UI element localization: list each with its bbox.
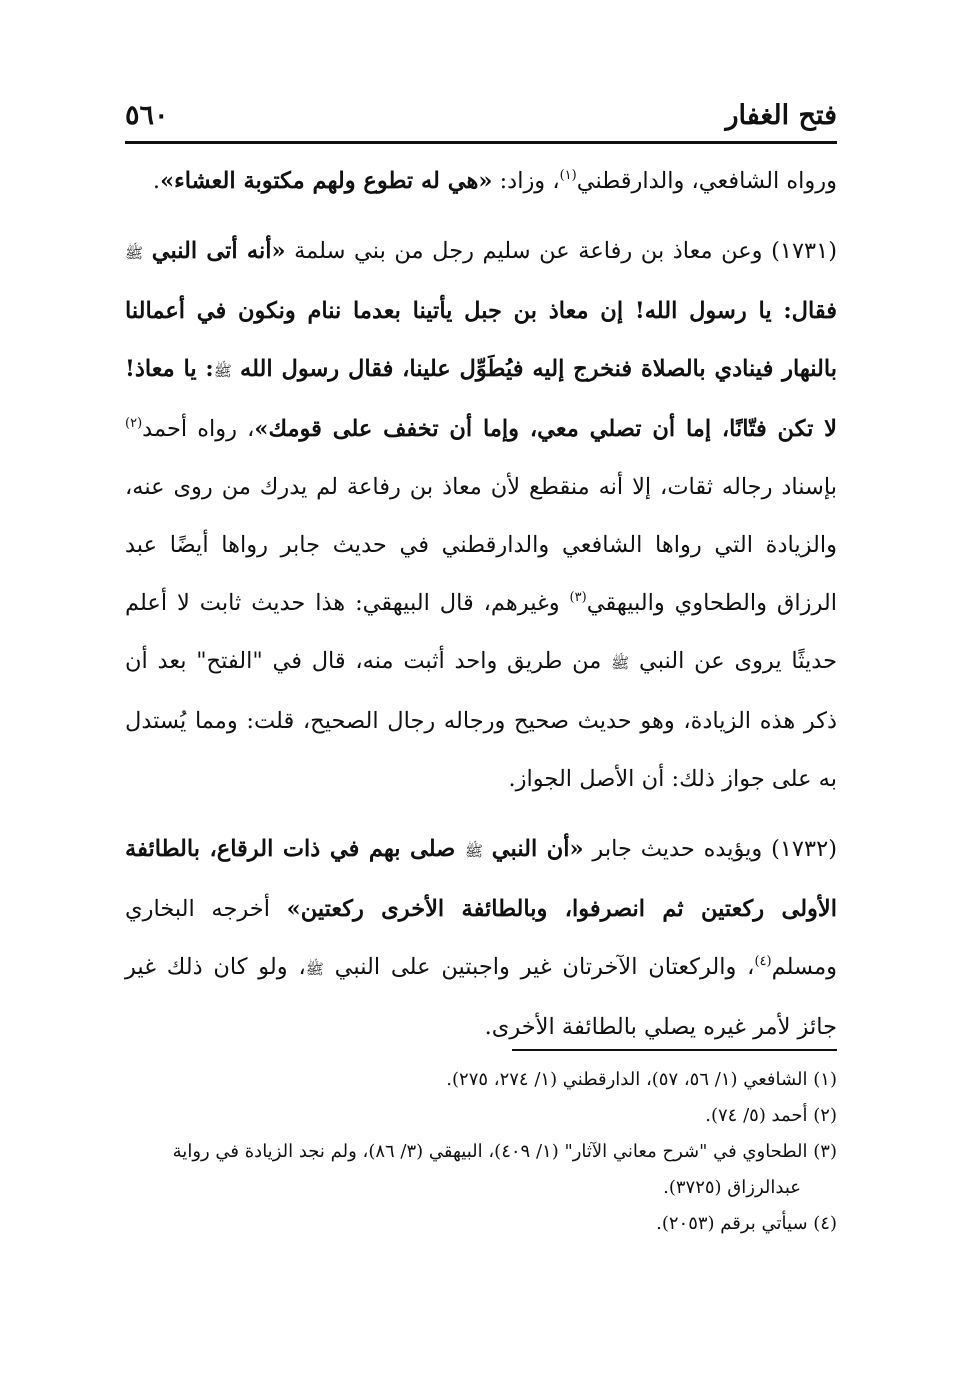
hadith-quote: فقال: يا رسول الله! إن معاذ بن جبل يأتينا بعدما ننام ونكون في أعمالنا بالنهار فينادي بالصلاة فنخرج إليه فيُطَوِّل علينا، فقال رسول الله [125,298,838,382]
text-run: وغيرهم، قال البيهقي: هذا حديث ثابت لا أعلم حديثًا يروى عن النبي [125,590,837,674]
text-run: بإسناد رجاله ثقات، إلا أنه منقطع لأن معاذ بن رفاعة لم يدرك من روى عنه، والزيادة التي رواها الشافعي والدارقطني في حديث جابر رواها أيضًا عبد الرزاق والطحاوي والبيهقي [125,474,837,616]
salutation-glyph: ﷺ [611,654,630,672]
footnote-2: (٢) أحمد (٥/ ٧٤). [705,1105,837,1126]
hadith-quote: «هي له تطوع ولهم مكتوبة العشاء» [160,168,493,194]
hadith-quote: : يا معاذ! لا تكن فتّانًا، إما أن تصلي معي، وإما أن تخفف على قومك» [125,356,837,442]
paragraph-1 [125,152,837,210]
text-run: ، والركعتان الآخرتان غير واجبتين على النبي [334,954,755,980]
footnote-ref-1: (١) [559,168,577,183]
text-run: أخرجه البخاري ومسلم [125,896,838,980]
paragraph-hadith-1731 [125,222,837,808]
text-run: ، رواه أحمد [142,416,255,442]
hadith-quote: «أن النبي [491,836,584,862]
footnote-3-continuation: عبدالرزاق (٣٧٢٥). [663,1177,801,1198]
footnote-ref-4: (٤) [754,954,772,969]
text-run: من طريق واحد أثبت منه، قال في "الفتح" بعد أن ذكر هذه الزيادة، وهو حديث صحيح ورجاله رجال الصحيح، قلت: ومما يُستدل به على جواز ذلك: أن الأصل الجواز. [125,648,837,792]
hadith-quote: صلى بهم في ذات الرقاع، بالطائفة الأولى ركعتين ثم انصرفوا، وبالطائفة الأخرى ركعتين» [125,836,838,922]
book-title: فتح الغفار [725,100,837,131]
footnotes [125,1062,837,1242]
text-run: ورواه الشافعي، والدارقطني [576,168,837,194]
salutation-glyph: ﷺ [305,960,324,978]
footnote-separator [512,1049,837,1051]
text-run: . [152,168,161,194]
footnote-4: (٤) سيأتي برقم (٢٠٥٣). [656,1213,837,1234]
text-run: وعن معاذ بن رفاعة عن سليم رجل من بني سلمة [285,238,772,264]
hadith-quote: «أنه أتى النبي [151,238,286,264]
paragraph-hadith-1732 [125,820,837,1056]
hadith-number: (١٧٣٢) [771,836,837,862]
salutation-glyph: ﷺ [213,362,232,380]
header-rule [125,141,837,144]
text-run: ، ولو كان ذلك غير جائز لأمر غيره يصلي بالطائفة الأخرى. [125,954,837,1040]
footnote-ref-2: (٢) [125,416,143,431]
page-number: ٥٦٠ [125,100,169,131]
running-header [125,96,837,136]
salutation-glyph: ﷺ [125,244,144,262]
salutation-glyph: ﷺ [464,842,483,860]
footnote-1: (١) الشافعي (١/ ٥٦، ٥٧)، الدارقطني (١/ ٢٧٤، ٢٧٥). [446,1069,837,1090]
footnote-3: (٣) الطحاوي في "شرح معاني الآثار" (١/ ٤٠٩)، البيهقي (٣/ ٨٦)، ولم نجد الزيادة في رواية [172,1141,837,1162]
main-text [125,152,837,1056]
hadith-number: (١٧٣١) [771,238,838,264]
text-run: ويؤيده حديث جابر [583,836,772,862]
footnote-ref-3: (٣) [569,590,587,605]
text-run: ، وزاد: [492,168,560,194]
